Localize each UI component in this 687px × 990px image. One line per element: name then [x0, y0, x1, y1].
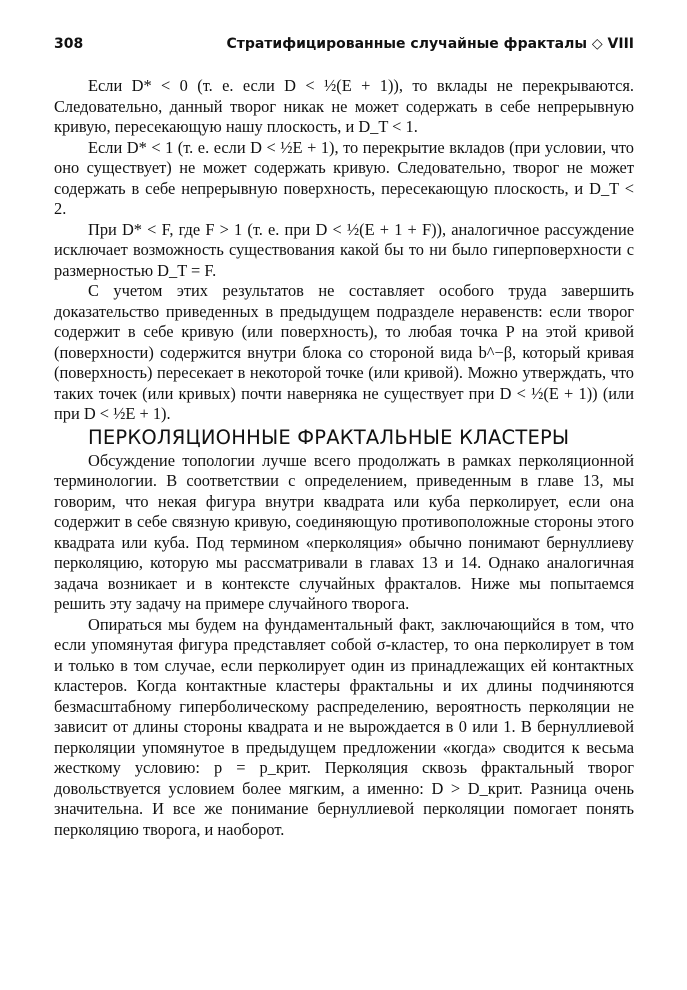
- paragraph: С учетом этих результатов не составляет особого труда завершить доказательство приведенных в предыдущем подразделе неравенств: если творог содержит в себе кривую (или поверхность), то любая точка P на этой кривой (поверхности) содержится внутри блока со стороной вида b^−β, который кривая (поверхность) пересекает в некоторой точке (или кривой). Можно утверждать, что таких точек (или кривых) почти наверняка не существует при D < ½(E + 1)) (или при D < ½E + 1).: [54, 281, 634, 423]
- paragraph: Опираться мы будем на фундаментальный факт, заключающийся в том, что если упомянутая фигура представляет собой σ-кластер, то она перколирует в том и только в том случае, если перколирует один из принадлежащих ей контактных кластеров. Когда контактные кластеры фрактальны и их длины подчиняются безмасштабному гиперболическому распределению, вероятность перколяции не зависит от длины стороны квадрата и не вырождается в 0 или 1. В бернуллиевой перколяции упомянутое в предыдущем предложении «когда» сводится к весьма жесткому условию: p = p_крит. Перколяция сквозь фрактальный творог довольствуется условием более мягким, а именно: D > D_крит. Разница очень значительна. И все же понимание бернуллиевой перколяции помогает понять перколяцию творога, и наоборот.: [54, 614, 634, 839]
- paragraph: Обсуждение топологии лучше всего продолжать в рамках перколяционной терминологии. В соответствии с определением, приведенным в главе 13, мы говорим, что некая фигура внутри квадрата или куба перколирует, если она содержит в себе связную кривую, соединяющую противоположные стороны этого квадрата или куба. Под термином «перколяция» обычно понимают бернуллиеву перколяцию, которую мы рассматривали в главах 13 и 14. Однако аналогичная задача возникает и в контексте случайных фракталов. Ниже мы попытаемся решить эту задачу на примере случайного творога.: [54, 450, 634, 613]
- page-number: 308: [54, 36, 84, 52]
- page-body: [54, 76, 634, 840]
- running-header: [54, 34, 634, 56]
- paragraph: При D* < F, где F > 1 (т. е. при D < ½(E + 1 + F)), аналогичное рассуждение исключает возможность существования какой бы то ни было гиперповерхности с размерностью D_T = F.: [54, 219, 634, 280]
- paragraph: Если D* < 1 (т. е. если D < ½E + 1), то перекрытие вкладов (при условии, что оно существует) не может содержать кривую. Следовательно, творог не может содержать в себе непрерывную поверхность, пересекающую плоскость, и D_T < 2.: [54, 137, 634, 218]
- section-body: [54, 451, 634, 841]
- paragraph: Если D* < 0 (т. е. если D < ½(E + 1)), то вклады не перекрываются. Следовательно, данный творог никак не может содержать в себе непрерывную кривую, пересекающую нашу плоскость, и D_T < 1.: [54, 76, 634, 136]
- section-heading: ПЕРКОЛЯЦИОННЫЕ ФРАКТАЛЬНЫЕ КЛАСТЕРЫ: [88, 425, 570, 449]
- running-title: Стратифицированные случайные фракталы ◇ VIII: [226, 36, 634, 52]
